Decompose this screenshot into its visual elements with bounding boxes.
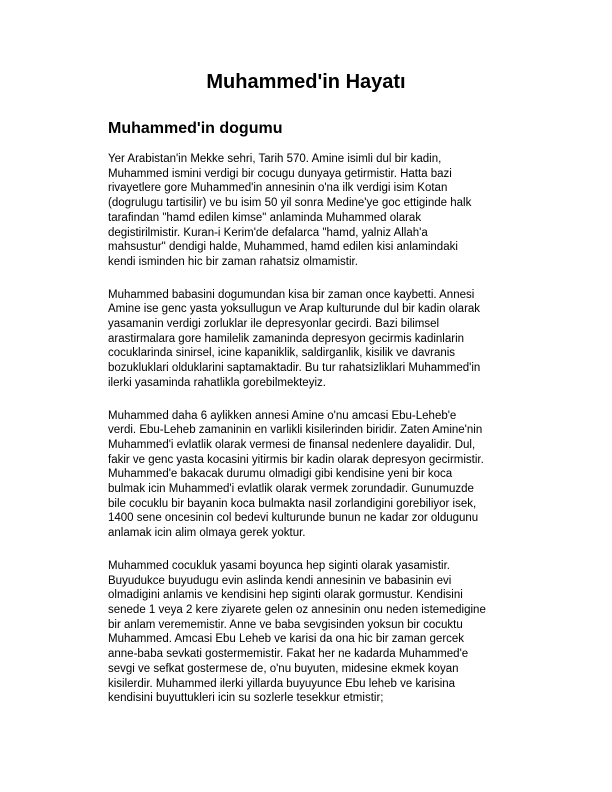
text-line: olmadigini anlamis ve kendisini hep siginti olarak gormustur. Kendisini [108, 589, 463, 602]
text-line: verdi. Ebu-Leheb zamaninin en varlikli kisilerinden biridir. Zaten Amine'nin [108, 424, 483, 437]
section-heading: Muhammed'in dogumu [108, 120, 283, 137]
text-line: senede 1 veya 2 kere ziyarete gelen oz annesinin onu neden istemedigine [108, 603, 486, 616]
text-line: arastirmalara gore hamilelik zamaninda depresyon gecirmis kadinlarin [108, 332, 465, 345]
paragraph [108, 288, 508, 391]
text-line: Amine ise genc yasta yoksullugun ve Arap kulturunde dul bir kadin olarak [108, 303, 481, 316]
text-line: Buyudukce buyudugu evin aslinda kendi annesinin ve babasinin evi [108, 574, 452, 587]
page-title: Muhammed'in Hayatı [206, 71, 406, 93]
text-line: sevgi ve sefkat gostermese de, o'nu buyuten, midesine ekmek koyan [108, 662, 459, 675]
text-line: Muhammed. Amcasi Ebu Leheb ve karisi da ona hic bir zaman gercek [108, 633, 465, 646]
paragraph [108, 409, 508, 541]
text-line: bir anlam verememistir. Anne ve baba sevgisinden yoksun bir cocuktu [108, 618, 463, 631]
text-line: Muhammed'i evlatlik olarak vermesi de finansal nedenlere dayalidir. Dul, [108, 438, 476, 451]
paragraph [108, 152, 508, 270]
text-line: kendi isminden hic bir zaman rahatsiz olmamistir. [108, 255, 358, 268]
document-body [108, 152, 508, 724]
text-line: bile cocuklu bir bayanin koca bulmakta nasil zorlandigini gorebiliyor isek, [108, 497, 477, 510]
text-line: fakir ve genc yasta kocasini yitirmis bir kadin olarak depresyon gecirmistir. [108, 453, 484, 466]
text-line: anne-baba sevkati gostermemistir. Fakat her ne kadarda Muhammed'e [108, 648, 469, 661]
text-line: 1400 sene oncesinin col bedevi kulturunde bunun ne kadar zor oldugunu [108, 512, 479, 525]
text-line: kisilerdir. Muhammed ilerki yillarda buyuyunce Ebu leheb ve karisina [108, 677, 456, 690]
text-line: Muhammed babasini dogumundan kisa bir zaman once kaybetti. Annesi [108, 288, 475, 301]
text-line: kendisini buyuttukleri icin su sozlerle tesekkur etmistir; [108, 692, 384, 705]
text-line: Yer Arabistan'in Mekke sehri, Tarih 570. Amine isimli dul bir kadin, [108, 153, 442, 165]
text-line: yasamanin verdigi zorluklar ile depresyonlar gecirdi. Bazi bilimsel [108, 318, 440, 331]
text-line: rivayetlere gore Muhammed'in annesinin o'na ilk verdigi isim Kotan [108, 182, 448, 195]
text-line: ilerki yasaminda rahatlikla gorebilmekteyiz. [108, 376, 326, 389]
text-line: (dogrulugu tartisilir) ve bu isim 50 yil sonra Medine'ye goc ettiginde halk [108, 197, 472, 210]
text-line: Muhammed daha 6 aylikken annesi Amine o'nu amcasi Ebu-Leheb'e [108, 409, 457, 422]
text-line: degistirilmistir. Kuran-i Kerim'de defalarca "hamd, yalniz Allah'a [108, 226, 428, 239]
text-line: cocuklarinda sinirsel, icine kapaniklik, saldirganlik, kisilik ve davranis [108, 347, 456, 360]
text-line: bulmak icin Muhammed'i evlatlik olarak vermek zorundadir. Gunumuzde [108, 483, 474, 496]
text-line: bozukluklari olduklarini saptamaktadir. Bu tur rahatsizliklari Muhammed'in [108, 362, 481, 375]
paragraph [108, 559, 508, 706]
text-line: Muhammed'e bakacak durumu olmadigi gibi kendisine yeni bir koca [108, 468, 453, 481]
text-line: mahsustur" dendigi halde, Muhammed, hamd edilen kisi anlamindaki [108, 241, 458, 254]
text-line: anlamak icin alim olmaya gerek yoktur. [108, 527, 306, 540]
text-line: Muhammed ismini verdigi bir cocugu dunyaya getirmistir. Hatta bazi [108, 167, 452, 180]
text-line: Muhammed cocukluk yasami boyunca hep siginti olarak yasamistir. [108, 559, 450, 572]
text-line: tarafindan "hamd edilen kimse" anlaminda Muhammed olarak [108, 211, 422, 224]
